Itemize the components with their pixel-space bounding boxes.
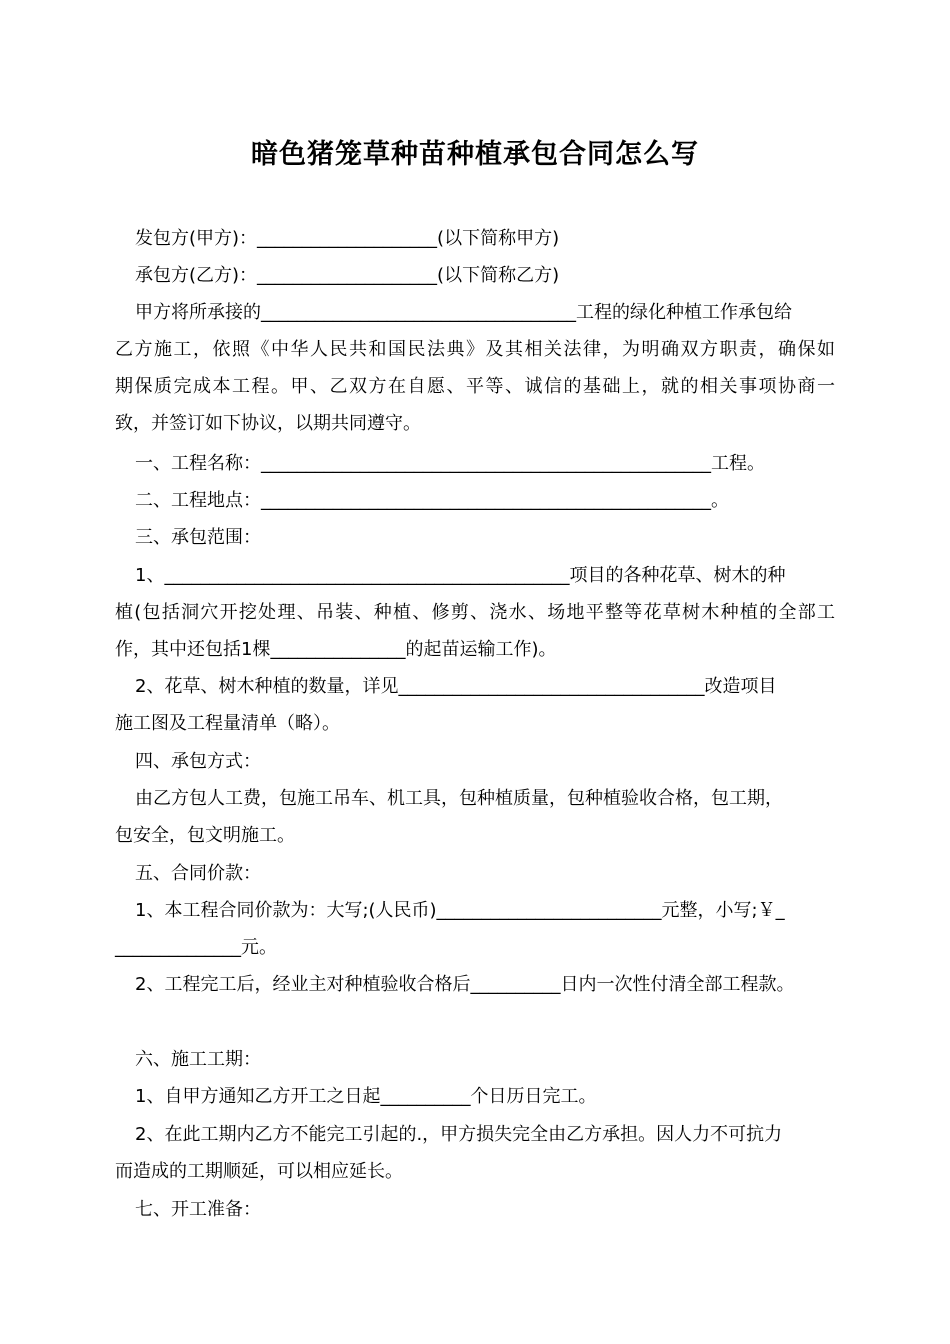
intro-line-1: 甲方将所承接的___________________________________工程的绿化种植工作承包给 <box>135 302 792 323</box>
method-line-2: 包安全，包文明施工。 <box>115 825 295 846</box>
scope-item-1-line-1: 1、_____________________________________________项目的各种花草、树木的种 <box>135 565 786 586</box>
project-name-line: 一、工程名称：__________________________________________________工程。 <box>135 453 765 474</box>
scope-item-1-line-3: 作，其中还包括1棵_______________的起苗运输工作)。 <box>115 639 557 660</box>
method-line-1: 由乙方包人工费，包施工吊车、机工具，包种植质量，包种植验收合格，包工期， <box>135 788 783 809</box>
party-b-line: 承包方(乙方)：____________________(以下简称乙方) <box>135 265 560 286</box>
section-heading-scope: 三、承包范围： <box>135 527 261 548</box>
intro-line-4: 致，并签订如下协议，以期共同遵守。 <box>115 413 421 434</box>
scope-item-1-line-2: 植(包括洞穴开挖处理、吊装、种植、修剪、浇水、场地平整等花草树木种植的全部工 <box>115 602 835 623</box>
price-item-2-line: 2、工程完工后，经业主对种植验收合格后__________日内一次性付清全部工程款。 <box>135 974 795 995</box>
section-heading-price: 五、合同价款： <box>135 863 261 884</box>
price-item-1-line-1: 1、本工程合同价款为：大写;(人民币)_________________________元整，小写;￥_ <box>135 900 785 921</box>
intro-line-2: 乙方施工，依照《中华人民共和国民法典》及其相关法律，为明确双方职责，确保如 <box>115 339 835 360</box>
schedule-item-1-line: 1、自甲方通知乙方开工之日起__________个日历日完工。 <box>135 1086 597 1107</box>
section-heading-preparation: 七、开工准备： <box>135 1199 261 1220</box>
intro-line-3: 期保质完成本工程。甲、乙双方在自愿、平等、诚信的基础上，就的相关事项协商一 <box>115 376 835 397</box>
section-heading-method: 四、承包方式： <box>135 751 261 772</box>
project-location-line: 二、工程地点：__________________________________________________。 <box>135 490 729 511</box>
schedule-item-2-line-1: 2、在此工期内乙方不能完工引起的.，甲方损失完全由乙方承担。因人力不可抗力 <box>135 1124 783 1145</box>
scope-item-2-line-2: 施工图及工程量清单（略）。 <box>115 713 340 734</box>
section-heading-schedule: 六、施工工期： <box>135 1049 261 1070</box>
scope-item-2-line-1: 2、花草、树木种植的数量，详见__________________________________改造项目 <box>135 676 777 697</box>
party-a-line: 发包方(甲方)：____________________(以下简称甲方) <box>135 228 560 249</box>
schedule-item-2-line-2: 而造成的工期顺延，可以相应延长。 <box>115 1161 403 1182</box>
price-item-1-line-2: ______________元。 <box>115 937 277 958</box>
document-title: 暗色猪笼草种苗种植承包合同怎么写 <box>251 139 699 170</box>
